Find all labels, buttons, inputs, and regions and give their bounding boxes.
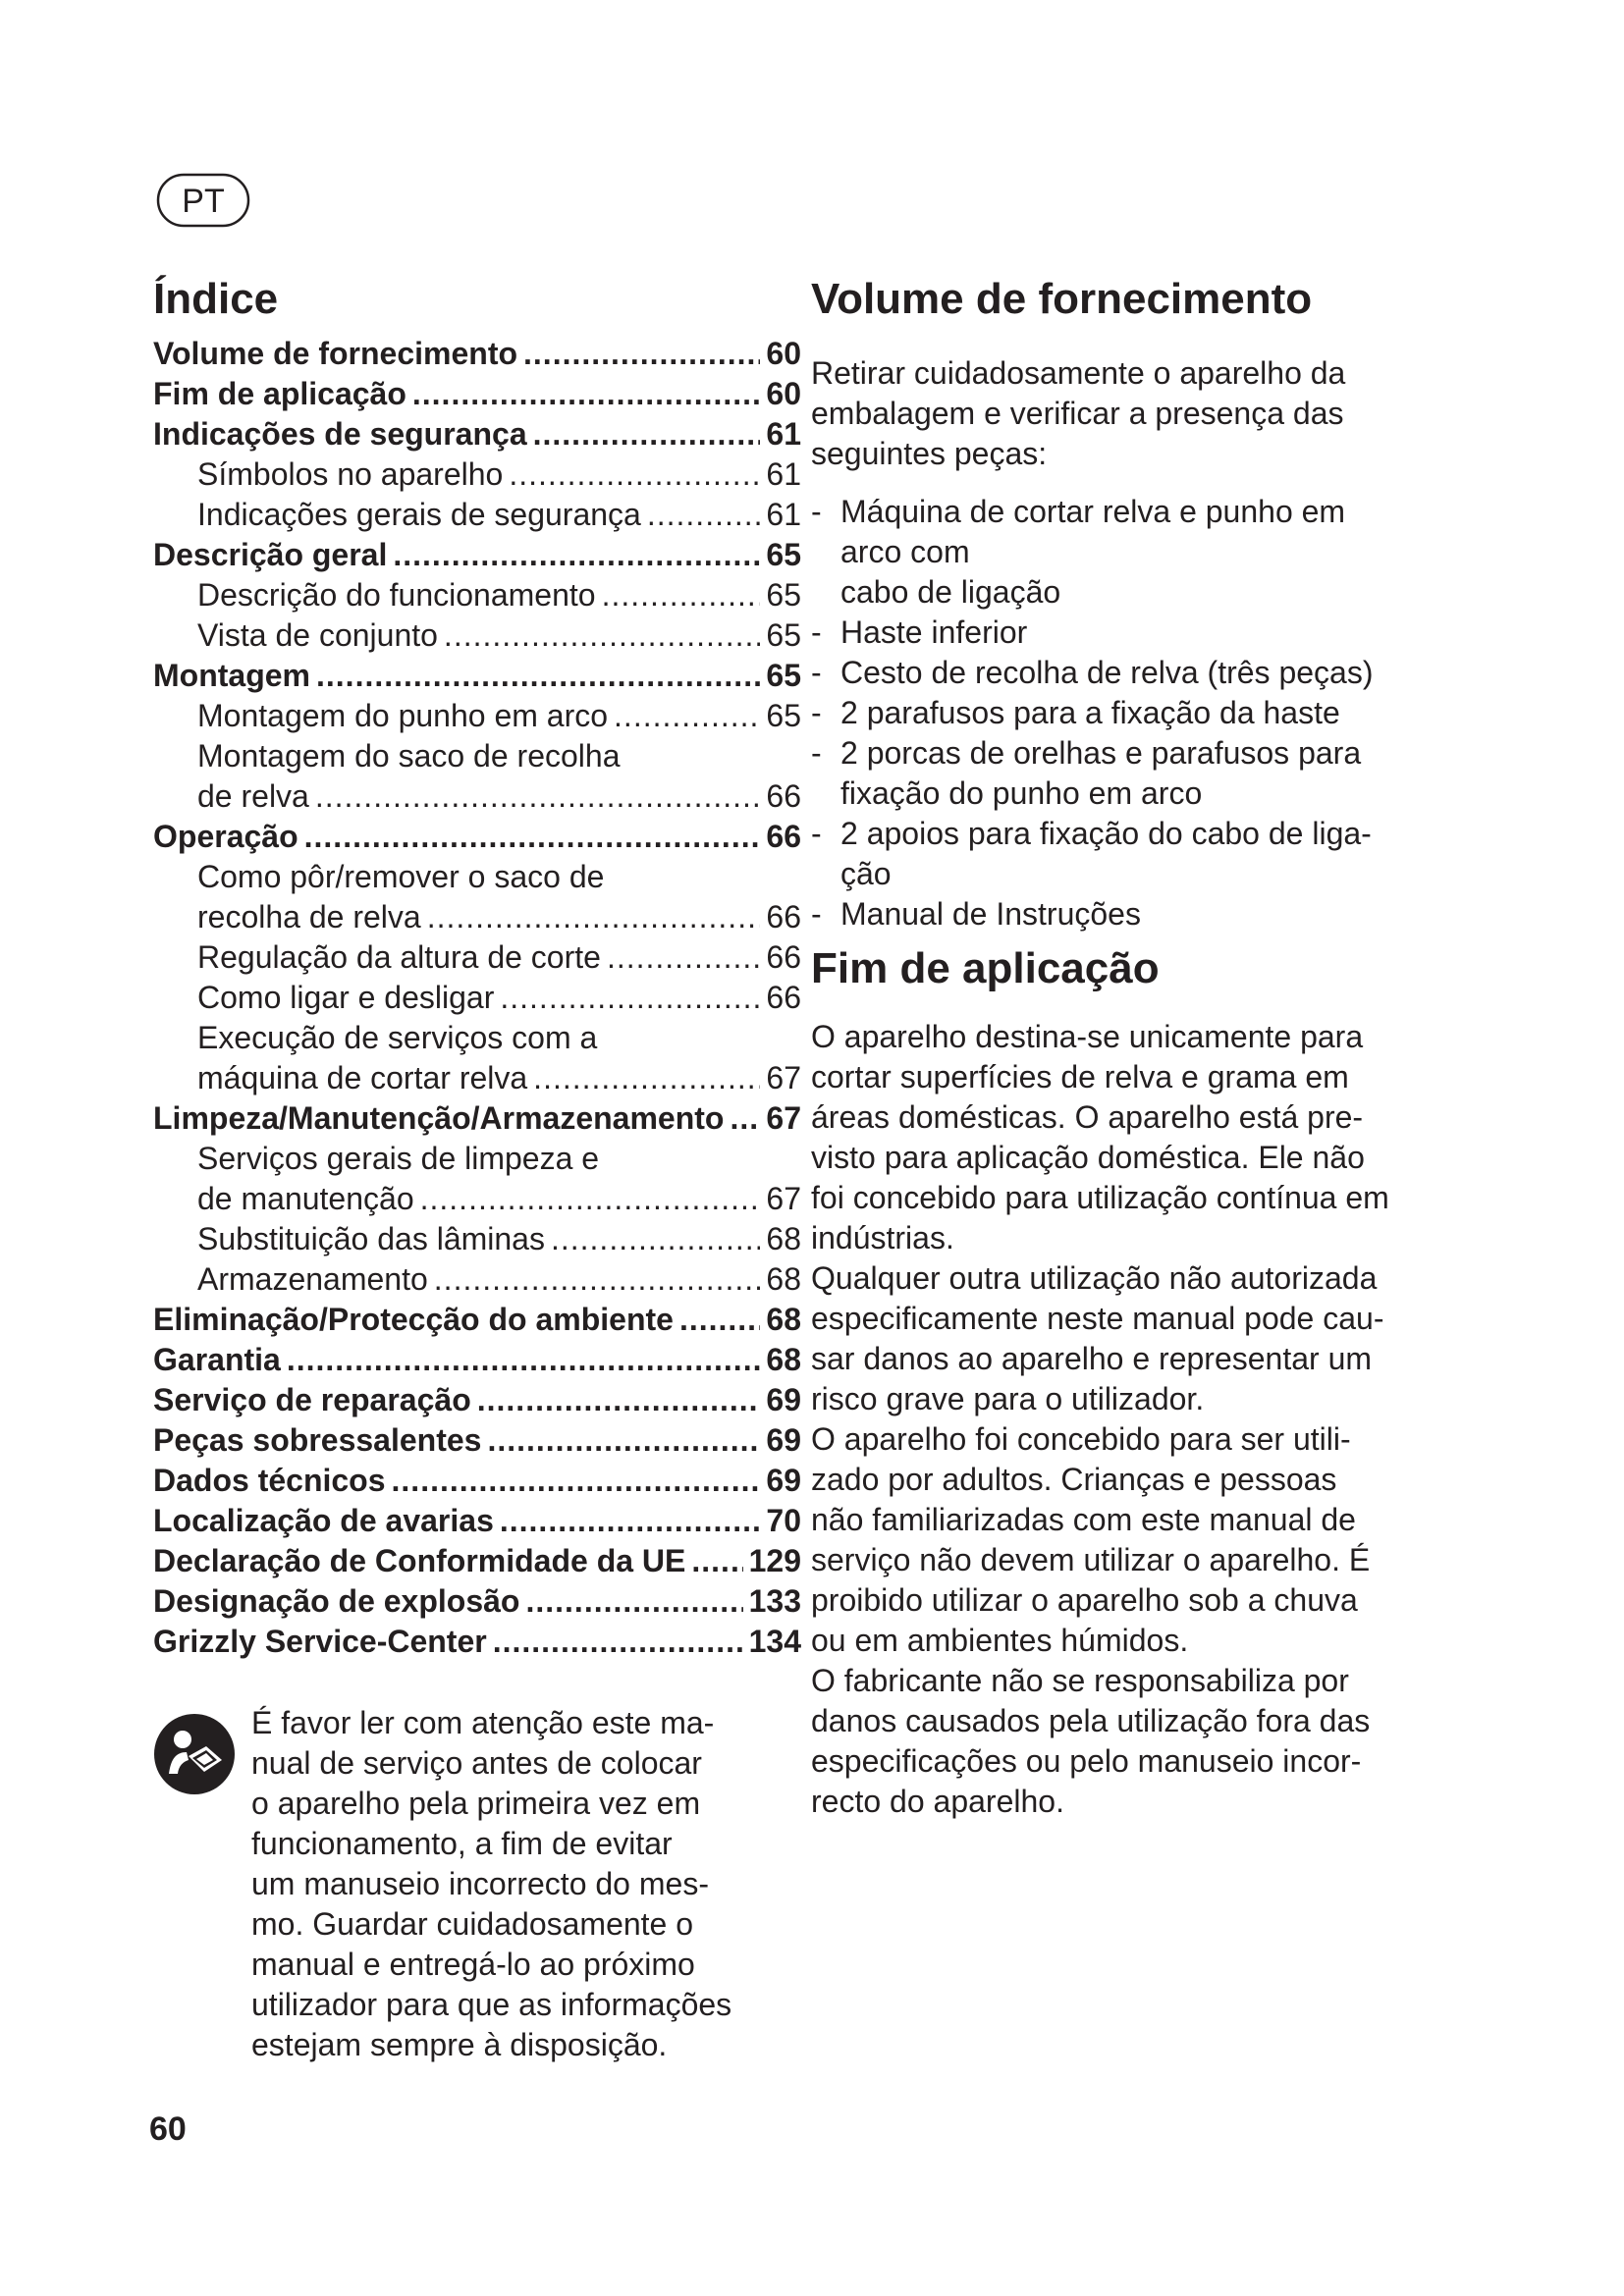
toc-entry-page: 67 [766,1060,801,1095]
toc-entry-label: Montagem [153,658,310,693]
toc-entry-label: Peças sobressalentes [153,1422,482,1458]
toc-leader-dots [500,978,760,1018]
toc-leader-dots [487,1420,760,1461]
toc-entry-page: 65 [766,617,801,653]
list-item-text: ção [840,856,892,891]
list-bullet-dash: - [811,494,822,529]
purpose-line: O aparelho foi concebido para ser utili- [811,1421,1351,1457]
toc-entry-label: Substituição das lâminas [197,1221,545,1256]
toc-leader-dots [412,374,761,414]
toc-entry-page: 65 [766,658,801,693]
toc-entry-label: Garantia [153,1342,281,1377]
toc-entry [153,1219,801,1259]
toc-entry [153,1420,801,1461]
toc-entry [153,1461,801,1501]
toc-entry-page: 60 [766,336,801,371]
list-bullet-dash: - [811,655,822,690]
delivery-intro-line: seguintes peças: [811,436,1048,471]
toc-entry-label: Operação [153,819,298,854]
toc-entry-page: 67 [766,1181,801,1216]
toc-entry [153,656,801,696]
toc-entry-page: 68 [766,1302,801,1337]
toc-entry [153,1501,801,1541]
purpose-line: danos causados pela utilização fora das [811,1703,1371,1738]
toc-entry [153,1179,801,1219]
list-item [811,613,1439,653]
toc-entry [153,776,801,817]
toc-leader-dots [304,817,761,857]
list-item [811,733,1439,814]
purpose-text [811,1017,1439,1822]
toc-leader-dots [434,1259,761,1300]
toc-entry-lead: Serviços gerais de limpeza e [197,1141,600,1176]
purpose-line: O fabricante não se responsabiliza por [811,1663,1349,1698]
list-item-text: 2 parafusos para a fixação da haste [840,695,1340,730]
purpose-line: serviço não devem utilizar o aparelho. É [811,1542,1371,1577]
toc-leader-dots [525,1581,742,1622]
delivery-items-list [811,492,1439,934]
list-item-text: Manual de Instruções [840,896,1141,932]
toc-leader-dots [392,1461,761,1501]
toc-leader-dots [444,615,760,656]
purpose-line: especificações ou pelo manuseio incor- [811,1743,1362,1779]
purpose-line: visto para aplicação doméstica. Ele não [811,1140,1365,1175]
toc-leader-dots [427,897,761,937]
list-bullet-dash: - [811,735,822,771]
list-item-text: 2 apoios para fixação do cabo de liga- [840,816,1372,851]
language-badge-text: PT [182,183,225,220]
toc-entry [153,1300,801,1340]
purpose-line: indústrias. [811,1220,954,1255]
toc-entry-page: 61 [766,497,801,532]
toc-entry-label: Grizzly Service-Center [153,1624,487,1659]
toc-entry-page: 134 [748,1624,801,1659]
purpose-line: Qualquer outra utilização não autorizada [811,1260,1378,1296]
purpose-line: áreas domésticas. O aparelho está pre- [811,1099,1364,1135]
toc-entry-page: 68 [766,1342,801,1377]
toc-leader-dots [523,334,760,374]
purpose-line: especificamente neste manual pode cau- [811,1301,1384,1336]
toc-entry [153,1581,801,1622]
toc-leader-dots [420,1179,761,1219]
toc-entry [153,817,801,857]
toc-entry-page: 66 [766,939,801,975]
toc-entry-label: Armazenamento [197,1261,428,1297]
toc-entry-label: Serviço de reparação [153,1382,471,1417]
notice-line: mo. Guardar cuidadosamente o [251,1906,694,1942]
purpose-title: Fim de aplicação [811,944,1160,992]
toc-entry [153,495,801,535]
toc-entry-page: 69 [766,1422,801,1458]
list-item [811,814,1439,894]
toc-entry-page: 65 [766,698,801,733]
toc-leader-dots [679,1300,760,1340]
toc-entry-label: Declaração de Conformidade da UE [153,1543,686,1578]
toc-entry-page: 66 [766,980,801,1015]
purpose-line: cortar superfícies de relva e grama em [811,1059,1349,1095]
toc-entry-page: 61 [766,416,801,452]
toc-entry-label: Descrição do funcionamento [197,577,596,613]
purpose-line: O aparelho destina-se unicamente para [811,1019,1364,1054]
toc-entry [153,615,801,656]
notice-line: o aparelho pela primeira vez em [251,1786,701,1821]
toc-entry-label: Indicações de segurança [153,416,527,452]
toc-entry [153,575,801,615]
toc-leader-dots [647,495,761,535]
list-item-text: cabo de ligação [840,574,1061,610]
list-bullet-dash: - [811,816,822,851]
list-item-text: arco com [840,534,970,569]
toc-entry-lead: Como pôr/remover o saco de [197,859,605,894]
toc-entry-label: Localização de avarias [153,1503,494,1538]
toc-entry-label: Montagem do punho em arco [197,698,609,733]
toc-entry [153,1098,801,1139]
list-item [811,693,1439,733]
toc-entry-label: Volume de fornecimento [153,336,518,371]
toc-entry-lead: Execução de serviços com a [197,1020,598,1055]
list-item [811,653,1439,693]
list-item [811,492,1439,613]
toc-entry-label: Descrição geral [153,537,388,572]
toc-entry-page: 66 [766,899,801,934]
toc-entry-label: Regulação da altura de corte [197,939,601,975]
notice-line: manual e entregá-lo ao próximo [251,1947,695,1982]
toc-leader-dots [287,1340,761,1380]
toc-entry-label: Indicações gerais de segurança [197,497,641,532]
toc-entry-label: Símbolos no aparelho [197,456,504,492]
toc-entry [153,696,801,736]
toc-entry-label: Limpeza/Manutenção/Armazenamento [153,1100,725,1136]
toc-entry-page: 60 [766,376,801,411]
right-column [811,265,1439,1822]
toc-entry [153,1622,801,1662]
toc-entry-page: 65 [766,577,801,613]
toc-entry [153,937,801,978]
list-item-text: 2 porcas de orelhas e parafusos para [840,735,1362,771]
purpose-line: foi concebido para utilização contínua em [811,1180,1389,1215]
toc-list [153,334,801,1662]
toc-entry-page: 70 [766,1503,801,1538]
toc-entry-label: Eliminação/Protecção do ambiente [153,1302,674,1337]
toc-entry-page: 61 [766,456,801,492]
toc-leader-dots [509,454,760,495]
toc-entry-page: 65 [766,537,801,572]
left-column [153,265,801,2065]
toc-entry-page: 133 [748,1583,801,1619]
toc-entry-page: 66 [766,819,801,854]
toc-leader-dots [393,535,760,575]
page-number: 60 [149,2110,187,2148]
toc-leader-dots [614,696,760,736]
toc-entry [153,978,801,1018]
toc-entry [153,1058,801,1098]
toc-entry [153,1259,801,1300]
toc-leader-dots [316,656,760,696]
toc-entry [153,1340,801,1380]
manual-notice [153,1703,801,2065]
toc-entry-page: 129 [748,1543,801,1578]
list-bullet-dash: - [811,896,822,932]
toc-leader-dots [493,1622,743,1662]
notice-text [251,1703,801,2065]
toc-leader-dots [607,937,760,978]
list-item-text: Haste inferior [840,614,1028,650]
purpose-line: zado por adultos. Crianças e pessoas [811,1462,1337,1497]
toc-entry-label: de relva [197,778,309,814]
notice-line: utilizador para que as informações [251,1987,732,2022]
toc-title: Índice [153,275,279,323]
toc-entry-page: 67 [766,1100,801,1136]
toc-entry [153,1541,801,1581]
toc-leader-dots [500,1501,761,1541]
toc-leader-dots [533,414,761,454]
delivery-intro-line: Retirar cuidadosamente o aparelho da [811,355,1346,391]
toc-leader-dots [533,1058,760,1098]
toc-entry-label: Vista de conjunto [197,617,438,653]
notice-line: funcionamento, a fim de evitar [251,1826,673,1861]
toc-entry [153,535,801,575]
toc-entry [153,374,801,414]
toc-entry [153,334,801,374]
notice-line: É favor ler com atenção este ma- [251,1705,715,1740]
notice-line: estejam sempre à disposição. [251,2027,668,2062]
purpose-line: risco grave para o utilizador. [811,1381,1205,1416]
toc-entry-page: 68 [766,1221,801,1256]
toc-entry-lead: Montagem do saco de recolha [197,738,621,774]
toc-entry-label: Designação de explosão [153,1583,520,1619]
toc-entry-label: Fim de aplicação [153,376,406,411]
toc-entry-label: recolha de relva [197,899,421,934]
toc-entry-label: Como ligar e desligar [197,980,495,1015]
list-item [811,894,1439,934]
list-item-text: Máquina de cortar relva e punho em [840,494,1346,529]
purpose-line: proibido utilizar o aparelho sob a chuva [811,1582,1358,1618]
purpose-line: sar danos ao aparelho e representar um [811,1341,1373,1376]
toc-entry-label: máquina de cortar relva [197,1060,528,1095]
toc-entry [153,897,801,937]
purpose-line: não familiarizadas com este manual de [811,1502,1356,1537]
toc-leader-dots [315,776,761,817]
delivery-intro-line: embalagem e verificar a presença das [811,396,1344,431]
toc-leader-dots [477,1380,761,1420]
delivery-title: Volume de fornecimento [811,275,1313,323]
read-manual-icon [153,1713,236,1795]
toc-entry [153,1380,801,1420]
list-item-text: Cesto de recolha de relva (três peças) [840,655,1374,690]
list-bullet-dash: - [811,614,822,650]
purpose-line: recto do aparelho. [811,1784,1064,1819]
toc-entry-page: 69 [766,1463,801,1498]
notice-line: nual de serviço antes de colocar [251,1745,702,1781]
toc-entry [153,414,801,454]
toc-entry-label: Dados técnicos [153,1463,386,1498]
list-bullet-dash: - [811,695,822,730]
toc-entry-label: de manutenção [197,1181,414,1216]
toc-entry-page: 69 [766,1382,801,1417]
language-badge [155,172,251,229]
toc-leader-dots [691,1541,742,1581]
toc-leader-dots [730,1098,760,1139]
toc-entry [153,454,801,495]
purpose-line: ou em ambientes húmidos. [811,1623,1189,1658]
notice-line: um manuseio incorrecto do mes- [251,1866,709,1901]
toc-entry-page: 68 [766,1261,801,1297]
list-item-text: fixação do punho em arco [840,775,1203,811]
toc-leader-dots [551,1219,760,1259]
toc-entry-page: 66 [766,778,801,814]
delivery-intro [811,353,1439,474]
toc-leader-dots [602,575,761,615]
